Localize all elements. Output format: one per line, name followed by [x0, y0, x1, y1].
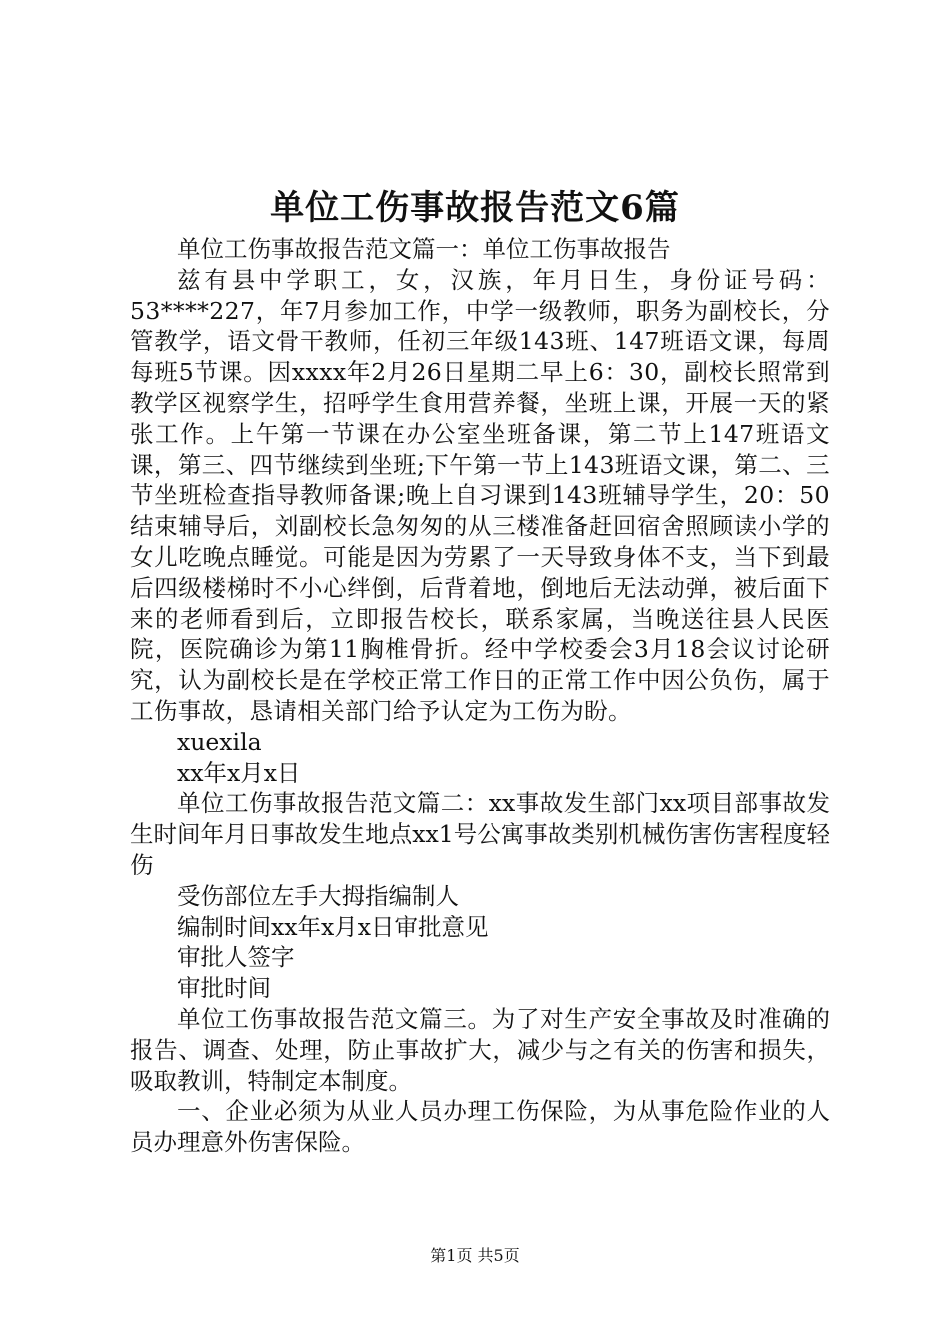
paragraph-4: xx年x月x日: [177, 758, 301, 787]
page-footer: 第1页 共5页: [430, 1246, 520, 1265]
paragraph-11: 一、企业必须为从业人员办理工伤保险，为从事危险作业的人员办理意外伤害保险。: [130, 1097, 830, 1157]
paragraph-3: xuexila: [177, 727, 262, 756]
paragraph-5: 单位工伤事故报告范文篇二：xx事故发生部门xx项目部事故发生时间年月日事故发生地点xx1号公寓事故类别机械伤害伤害程度轻伤: [130, 789, 830, 879]
paragraph-2: 兹有县中学职工，女，汉族，年月日生，身份证号码：53****227，年7月参加工作，中学一级教师，职务为副校长，分管教学，语文骨干教师，任初三年级143班、147班语文课，每周每班5节课。因xxxx年2月26日星期二早上6：30，副校长照常到教学区视察学生，招呼学生食用营养餐，坐班上课，开展一天的紧张工作。上午第一节课在办公室坐班备课，第二节上147班语文课，第三、四节继续到坐班;下午第一节上143班语文课，第二、三节坐班检查指导教师备课;晚上自习课到143班辅导学生，20：50结束辅导后，刘副校长急匆匆的从三楼准备赶回宿舍照顾读小学的女儿吃晚点睡觉。可能是因为劳累了一天导致身体不支，当下到最后四级楼梯时不小心绊倒，后背着地，倒地后无法动弹，被后面下来的老师看到后，立即报告校长，联系家属，当晚送往县人民医院，医院确诊为第11胸椎骨折。经中学校委会3月18会议讨论研究，认为副校长是在学校正常工作日的正常工作中因公负伤，属于工伤事故，恳请相关部门给予认定为工伤为盼。: [130, 265, 830, 725]
paragraph-8: 审批人签字: [177, 943, 295, 972]
paragraph-7: 编制时间xx年x月x日审批意见: [177, 912, 489, 941]
paragraph-6: 受伤部位左手大拇指编制人: [177, 881, 459, 910]
document-body: [130, 234, 830, 1158]
document-title: 单位工伤事故报告范文6篇: [270, 188, 680, 228]
paragraph-9: 审批时间: [177, 974, 271, 1003]
paragraph-1: 单位工伤事故报告范文篇一：单位工伤事故报告: [177, 235, 671, 263]
paragraph-10: 单位工伤事故报告范文篇三。为了对生产安全事故及时准确的报告、调查、处理，防止事故扩大，减少与之有关的伤害和损失，吸取教训，特制定本制度。: [130, 1004, 830, 1095]
